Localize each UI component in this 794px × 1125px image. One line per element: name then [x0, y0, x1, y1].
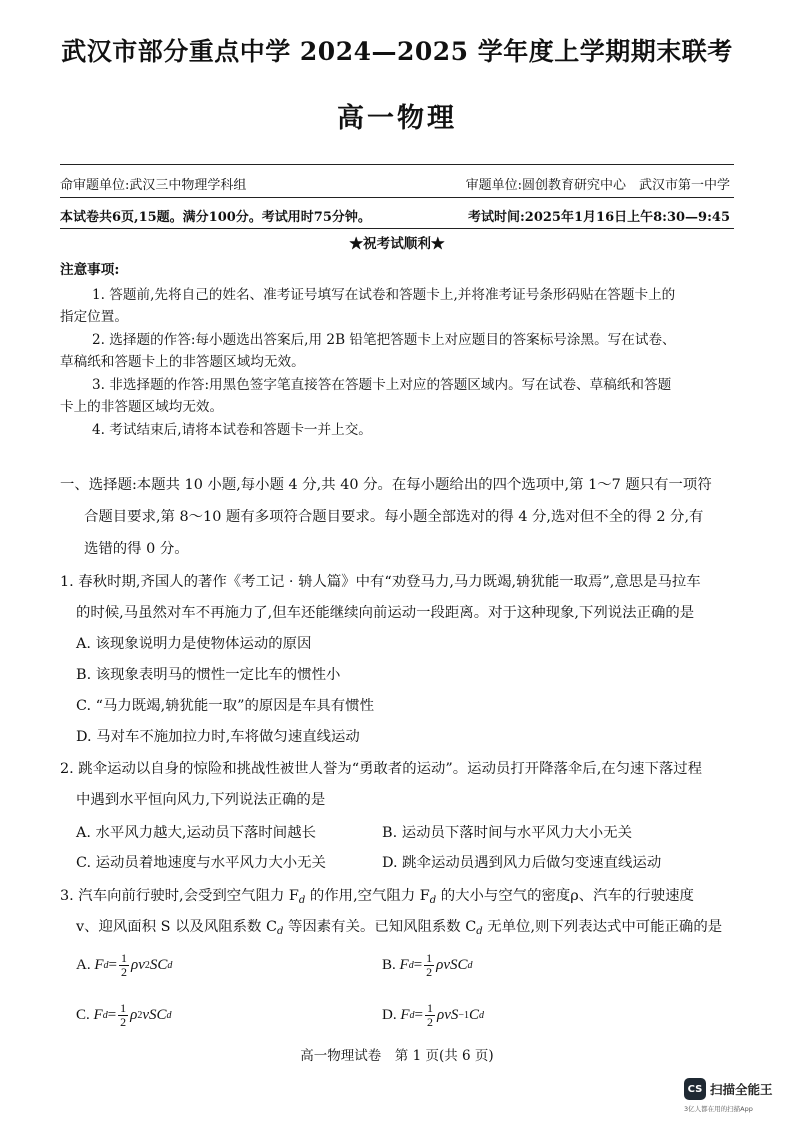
note-line: 2. 选择题的作答:每小题选出答案后,用 2B 铅笔把答题卡上对应题目的答案标号涂黑。写在试卷、: [92, 332, 676, 348]
subscript: d: [298, 895, 306, 906]
section-instructions: 选错的得 0 分。: [84, 541, 189, 557]
question-stem: [60, 884, 694, 906]
blessing-text: ★祝考试顺利★: [349, 236, 445, 252]
formula-symbol: F: [400, 1006, 410, 1023]
fraction-half: $\frac{1}{2}$: [426, 1001, 433, 1029]
note-line: 卡上的非答题区域均无效。: [60, 399, 224, 415]
stem-text: 3. 汽车向前行驶时,会受到空气阻力 F: [60, 888, 299, 904]
answer-option: B. 运动员下落时间与水平风力大小无关: [382, 825, 632, 841]
camscanner-name: 扫描全能王: [710, 1082, 773, 1097]
subscript: d: [103, 959, 109, 971]
notes-heading: 注意事项:: [60, 262, 120, 278]
page-footer: 高一物理试卷 第 1 页(共 6 页): [300, 1048, 494, 1064]
subscript: d: [479, 1009, 485, 1021]
exam-info: 本试卷共6页,15题。满分100分。考试用时75分钟。: [60, 210, 371, 225]
formula-symbol: =: [414, 1006, 423, 1023]
formula-symbol: F: [399, 956, 409, 973]
formula-symbol: F: [93, 1006, 103, 1023]
formula-symbol: C: [157, 956, 168, 973]
superscript: 2: [137, 1009, 143, 1021]
answer-option-d: [382, 1002, 484, 1028]
subscript: d: [409, 1009, 415, 1021]
subscript: d: [167, 959, 173, 971]
option-label: B.: [382, 956, 396, 973]
formula-symbol: v: [138, 956, 145, 973]
subscript: d: [467, 959, 473, 971]
subscript: d: [408, 959, 414, 971]
formula-symbol: C: [457, 956, 468, 973]
note-line: 1. 答题前,先将自己的姓名、准考证号填写在试卷和答题卡上,并将准考证号条形码贴在答题卡上的: [92, 287, 676, 303]
subscript: d: [429, 895, 437, 906]
answer-option: D. 马对车不施加拉力时,车将做匀速直线运动: [76, 729, 360, 745]
reviewer-unit: 审题单位:圆创教育研究中心 武汉市第一中学: [465, 178, 730, 193]
fraction-half: $\frac{1}{2}$: [120, 951, 127, 979]
question-stem: 2. 跳伞运动以自身的惊险和挑战性被世人誉为“勇敢者的运动”。运动员打开降落伞后,在匀速下落过程: [60, 761, 703, 777]
answer-option: B. 该现象表明马的惯性一定比车的惯性小: [76, 667, 341, 683]
answer-option: C. “马力既竭,辀犹能一取”的原因是车具有惯性: [76, 698, 374, 714]
formula-symbol: ρ: [436, 956, 444, 973]
answer-option: D. 跳伞运动员遇到风力后做匀变速直线运动: [382, 855, 662, 871]
formula-symbol: =: [108, 956, 117, 973]
answer-option: C. 运动员着地速度与水平风力大小无关: [76, 855, 326, 871]
formula-symbol: =: [107, 1006, 117, 1023]
formula-symbol: S: [450, 956, 458, 973]
superscript: 2: [144, 959, 150, 971]
subscript: d: [277, 926, 284, 937]
formula-symbol: S: [149, 956, 158, 973]
note-line: 4. 考试结束后,请将本试卷和答题卡一并上交。: [92, 422, 372, 438]
stem-text: 无单位,则下列表达式中可能正确的是: [482, 919, 723, 935]
stem-text: 的作用,空气阻力 F: [305, 888, 430, 904]
question-stem: 的时候,马虽然对车不再施力了,但车还能继续向前运动一段距离。对于这种现象,下列说法正确的是: [76, 605, 695, 621]
subscript: d: [102, 1009, 108, 1021]
superscript: −1: [458, 1009, 469, 1021]
formula-symbol: ρ: [436, 1006, 445, 1023]
option-label: A.: [76, 956, 91, 973]
formula-symbol: ρ: [130, 956, 139, 973]
answer-option-a: [76, 952, 172, 978]
exam-title: 武汉市部分重点中学 2024—2025 学年度上学期期末联考: [61, 37, 733, 66]
fraction-half: $\frac{1}{2}$: [426, 951, 433, 979]
question-stem: [76, 915, 722, 937]
setter-unit: 命审题单位:武汉三中物理学科组: [60, 178, 247, 193]
note-line: 指定位置。: [60, 309, 128, 325]
camscanner-slogan: 3亿人都在用的扫描App: [684, 1105, 753, 1113]
answer-option-c: [76, 1002, 172, 1028]
stem-text: 的大小与空气的密度ρ、汽车的行驶速度: [436, 888, 694, 904]
formula-symbol: C: [469, 1006, 480, 1023]
exam-time: 考试时间:2025年1月16日上午8:30—9:45: [468, 210, 730, 225]
option-label: D.: [382, 1006, 397, 1023]
answer-option: A. 水平风力越大,运动员下落时间越长: [76, 825, 316, 841]
formula-symbol: S: [149, 1006, 157, 1023]
option-label: C.: [76, 1006, 90, 1023]
formula-symbol: ρ: [130, 1006, 138, 1023]
question-stem: 中遇到水平恒向风力,下列说法正确的是: [76, 792, 326, 808]
question-stem: 1. 春秋时期,齐国人的著作《考工记 · 辀人篇》中有“劝登马力,马力既竭,辀犹能一取焉”,意思是马拉车: [60, 574, 701, 590]
answer-option: A. 该现象说明力是使物体运动的原因: [76, 636, 312, 652]
formula-symbol: S: [450, 1006, 459, 1023]
formula-symbol: =: [413, 956, 423, 973]
subject-title: 高一物理: [337, 103, 457, 134]
formula-symbol: F: [94, 956, 104, 973]
stem-text: 等因素有关。已知风阻系数 C: [283, 919, 477, 935]
section-instructions: 一、选择题:本题共 10 小题,每小题 4 分,共 40 分。在每小题给出的四个选项中,第 1～7 题只有一项符: [60, 477, 712, 493]
formula-symbol: C: [156, 1006, 167, 1023]
formula-symbol: v: [443, 956, 451, 973]
section-instructions: 合题目要求,第 8～10 题有多项符合题目要求。每小题全部选对的得 4 分,选对但不全的得 2 分,有: [84, 509, 704, 525]
answer-option-b: [382, 952, 473, 978]
subscript: d: [476, 926, 483, 937]
divider: [60, 197, 734, 198]
divider: [60, 164, 734, 165]
note-line: 3. 非选择题的作答:用黑色签字笔直接答在答题卡上对应的答题区域内。写在试卷、草稿纸和答题: [92, 377, 672, 393]
formula-symbol: v: [444, 1006, 451, 1023]
camscanner-logo-icon: CS: [684, 1078, 706, 1100]
formula-symbol: v: [142, 1006, 150, 1023]
note-line: 草稿纸和答题卡上的非答题区域均无效。: [60, 354, 305, 370]
fraction-half: $\frac{1}{2}$: [120, 1001, 127, 1029]
subscript: d: [166, 1009, 172, 1021]
divider: [60, 228, 734, 229]
stem-text: v、迎风面积 S 以及风阻系数 C: [76, 919, 278, 935]
